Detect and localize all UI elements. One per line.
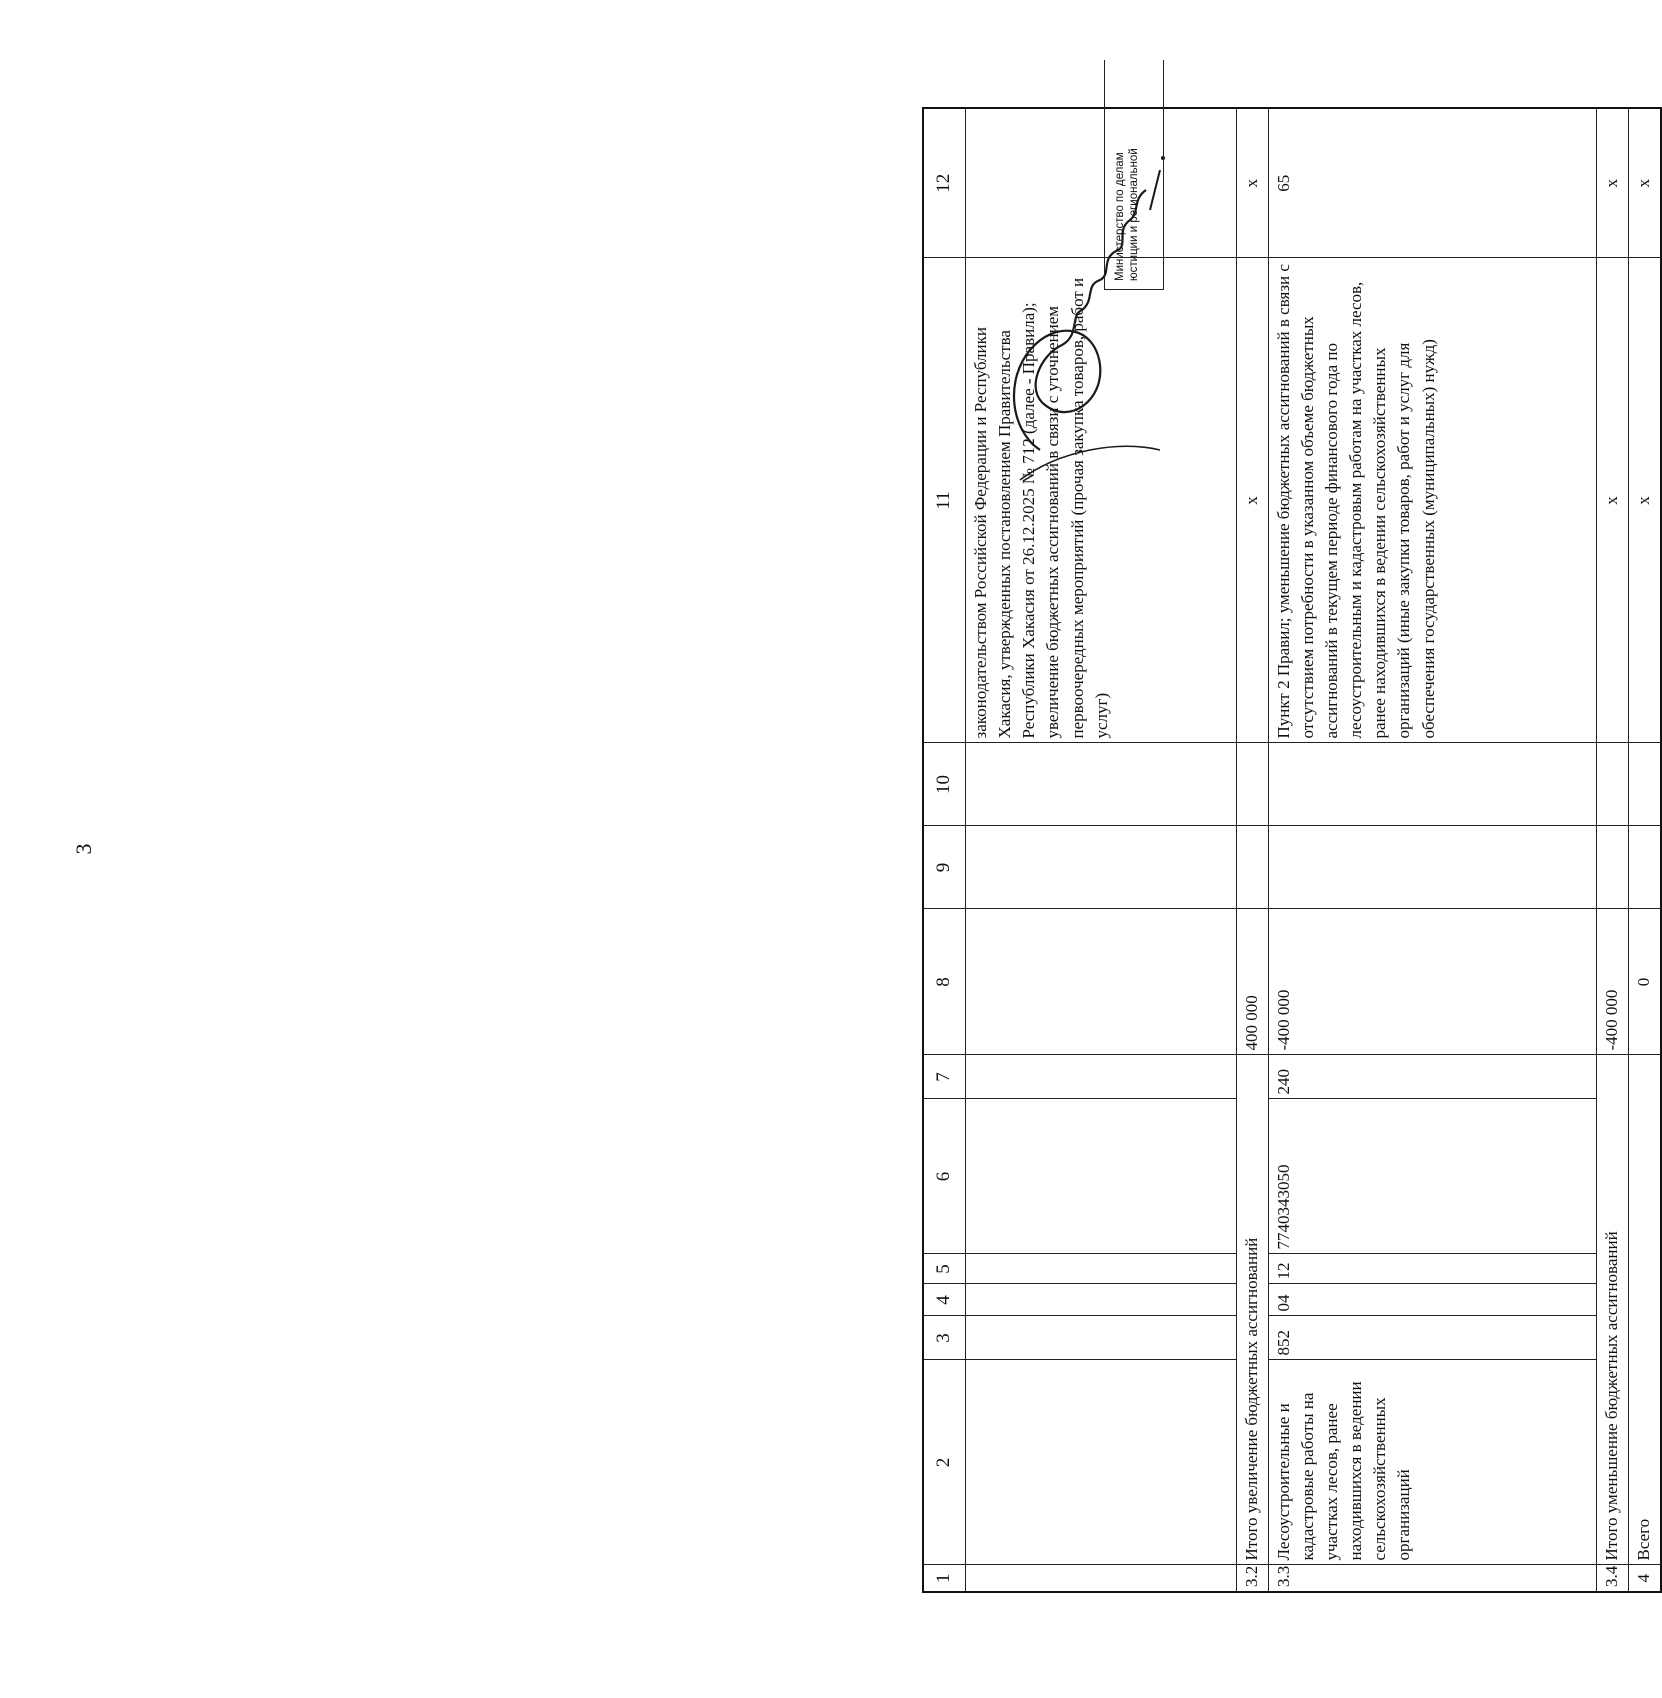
justification-text: х	[1236, 258, 1268, 743]
table-row-4	[1629, 108, 1661, 1592]
amount-cell: -400 000	[1268, 909, 1596, 1055]
row-label: Всего	[1629, 1055, 1661, 1565]
row-label: Итого уменьшение бюджетных ассигнований	[1597, 1055, 1629, 1565]
code-cell: 65	[1268, 108, 1596, 258]
header-cell: 8	[923, 909, 966, 1055]
amount-cell: 400 000	[1236, 909, 1268, 1055]
header-cell: 1	[923, 1565, 966, 1592]
header-cell: 4	[923, 1284, 966, 1316]
amount-cell: -400 000	[1597, 909, 1629, 1055]
table-row-3-4	[1597, 108, 1629, 1592]
amount-cell: 0	[1629, 909, 1661, 1055]
stamp-line: Министерство по делам	[1114, 152, 1126, 281]
header-cell: 9	[923, 826, 966, 909]
code-cell: 240	[1268, 1055, 1596, 1099]
justification-text: Пункт 2 Правил; уменьшение бюджетных ассигнований в связи с отсутствием потребности в указанном объеме бюджетных ассигнований в текущем периоде финансового года по лесоустроительным и кадастровым работам на участках лесов, ранее находившихся в ведении сельскохозяйственных организаций (иные закупки товаров, работ и услуг для обеспечения государственных (муниципальных) нужд)	[1268, 258, 1596, 743]
code-cell: 12	[1268, 1254, 1596, 1284]
header-row	[923, 108, 966, 1592]
header-cell: 10	[923, 743, 966, 826]
header-cell: 2	[923, 1360, 966, 1565]
code-cell: х	[1629, 108, 1661, 258]
stamp-line: юстиции и региональной	[1128, 148, 1141, 281]
justification-text: х	[1597, 258, 1629, 743]
header-cell: 12	[923, 108, 966, 258]
code-cell: х	[1236, 108, 1268, 258]
header-cell: 7	[923, 1055, 966, 1099]
row-label: Итого увеличение бюджетных ассигнований	[1236, 1055, 1268, 1565]
header-cell: 5	[923, 1254, 966, 1284]
code-cell: 7740343050	[1268, 1099, 1596, 1254]
code-cell: 04	[1268, 1284, 1596, 1316]
table-row-3-3	[1268, 108, 1596, 1592]
row-number: 3.2	[1236, 1565, 1268, 1592]
header-cell: 6	[923, 1099, 966, 1254]
row-name: Лесоустроительные и кадастровые работы на участках лесов, ранее находившихся в ведении сельскохозяйственных организаций	[1268, 1360, 1596, 1565]
justification-text: законодательством Российской Федерации и Республики Хакасия, утвержденных постановлением Правительства Республики Хакасия от 26.12.2025 № 712 (далее - Правила); увеличение бюджетных ассигнований в связи с уточнением первоочередных мероприятий (прочая закупка товаров, работ и услуг)	[966, 258, 1237, 743]
header-cell: 11	[923, 258, 966, 743]
row-number: 4	[1629, 1565, 1661, 1592]
row-number: 3.4	[1597, 1565, 1629, 1592]
table-row-3-2	[1236, 108, 1268, 1592]
row-number: 3.3	[1268, 1565, 1596, 1592]
justification-text: х	[1629, 258, 1661, 743]
code-cell: 852	[1268, 1316, 1596, 1360]
code-cell: х	[1597, 108, 1629, 258]
stamp	[1104, 60, 1164, 290]
page-number: 3	[71, 843, 96, 855]
header-cell: 3	[923, 1316, 966, 1360]
